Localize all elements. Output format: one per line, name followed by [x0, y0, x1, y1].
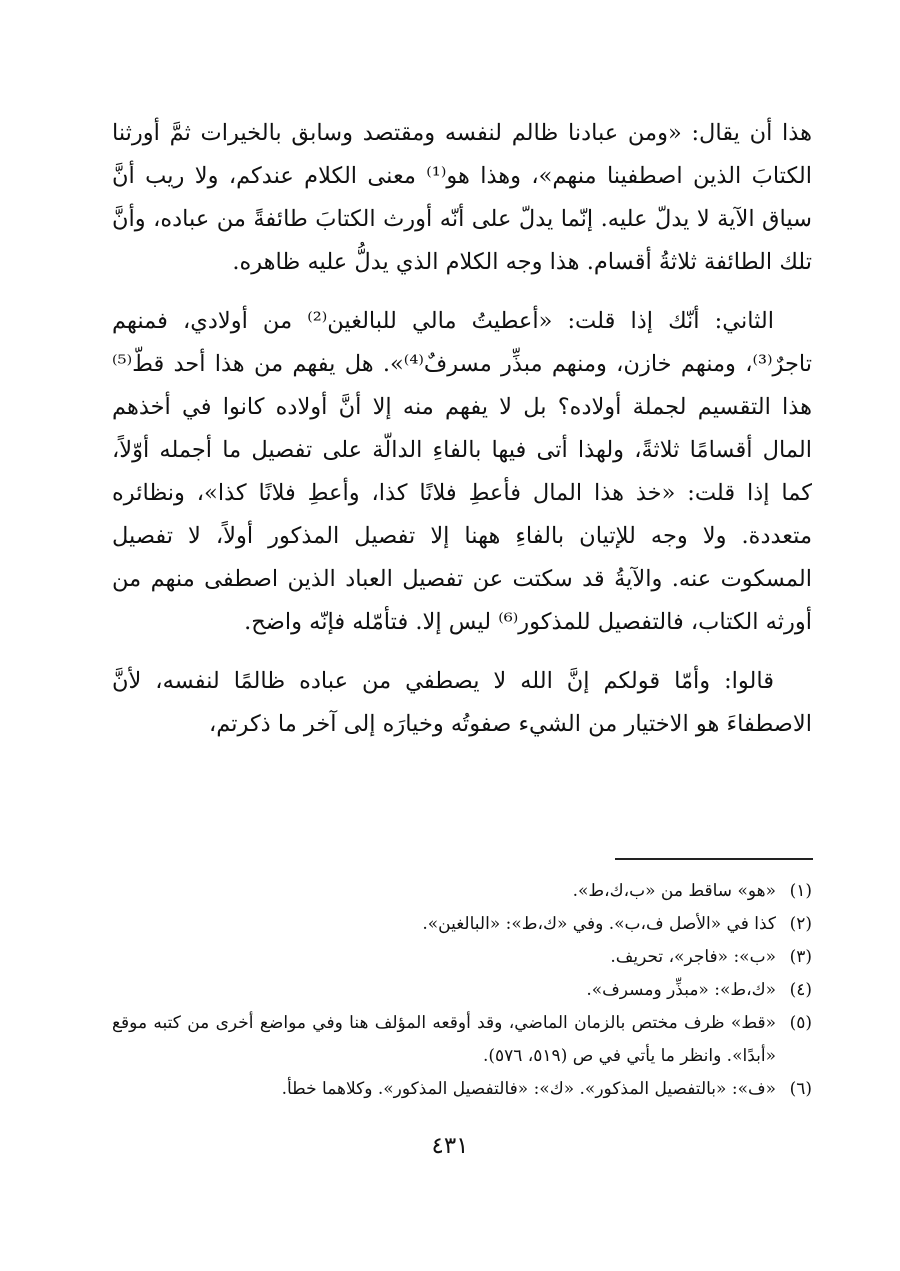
- footnote-text: «ف»: «بالتفصيل المذكور». «ك»: «فالتفصيل المذكور». وكلاهما خطأ.: [281, 1079, 776, 1099]
- footnote-divider: [615, 858, 813, 860]
- footnote-number: (٣): [789, 947, 812, 967]
- footnote-text: «قط» ظرف مختص بالزمان الماضي، وقد أوقعه المؤلف هنا وفي مواضع أخرى من كتبه موقع «أبدًا». وانظر ما يأتي في ص (٥١٩، ٥٧٦).: [112, 1013, 776, 1066]
- paragraph-1: هذا أن يقال: «ومن عبادنا ظالم لنفسه ومقتصد وسابق بالخيرات ثمَّ أورثنا الكتابَ الذين اصطفينا منهم»، وهذا هو⁽¹⁾ معنى الكلام عندكم، ولا ريب أنَّ سياق الآية لا يدلّ عليه. إنّما يدلّ على أنّه أورث الكتابَ طائفةً من عباده، وأنَّ تلك الطائفة ثلاثةُ أقسام. هذا وجه الكلام الذي يدلُّ عليه ظاهره.: [112, 120, 812, 275]
- footnote-text: «هو» ساقط من «ب،ك،ط».: [572, 881, 776, 901]
- paragraph-3: قالوا: وأمّا قولكم إنَّ الله لا يصطفي من عباده ظالمًا لنفسه، لأنَّ الاصطفاءَ هو الاختيار من الشيء صفوتُه وخيارَه إلى آخر ما ذكرتم،: [112, 668, 812, 737]
- footnote-5: [112, 1007, 812, 1073]
- footnote-text: «ك،ط»: «مبذِّر ومسرف».: [586, 980, 776, 1000]
- paragraph-2: الثاني: أنّك إذا قلت: «أعطيتُ مالي للبالغين⁽²⁾ من أولادي، فمنهم تاجرٌ⁽³⁾، ومنهم خازن، ومنهم مبذِّر مسرفٌ⁽⁴⁾». هل يفهم من هذا أحد قطّ⁽⁵⁾ هذا التقسيم لجملة أولاده؟ بل لا يفهم منه إلا أنَّ أولاده كانوا في أخذهم المال أقسامًا ثلاثةً، ولهذا أتى فيها بالفاءِ الدالّة على تفصيل ما أجمله أوّلاً، كما إذا قلت: «خذ هذا المال فأعطِ فلانًا كذا، وأعطِ فلانًا كذا»، ونظائره متعددة. ولا وجه للإتيان بالفاءِ ههنا إلا تفصيل المذكور أولاً، لا تفصيل المسكوت عنه. والآيةُ قد سكتت عن تفصيل العباد الذين اصطفى منهم من أورثه الكتاب، فالتفصيل للمذكور⁽⁶⁾ ليس إلا. فتأمّله فإنّه واضح.: [112, 308, 812, 635]
- footnotes: [112, 875, 812, 1106]
- footnote-3: [112, 941, 812, 974]
- main-text: [112, 112, 812, 746]
- footnote-text: كذا في «الأصل ف،ب». وفي «ك،ط»: «البالغين».: [422, 914, 776, 934]
- footnote-4: [112, 974, 812, 1007]
- footnote-2: [112, 908, 812, 941]
- footnote-1: [112, 875, 812, 908]
- footnote-number: (٢): [789, 914, 812, 934]
- footnote-number: (٥): [789, 1013, 812, 1033]
- footnote-number: (٦): [789, 1079, 812, 1099]
- footnote-6: [112, 1073, 812, 1106]
- footnote-text: «ب»: «فاجر»، تحريف.: [610, 947, 776, 967]
- footnote-number: (٤): [789, 980, 812, 1000]
- footnote-number: (١): [789, 881, 812, 901]
- page-number: ٤٣١: [431, 1133, 469, 1159]
